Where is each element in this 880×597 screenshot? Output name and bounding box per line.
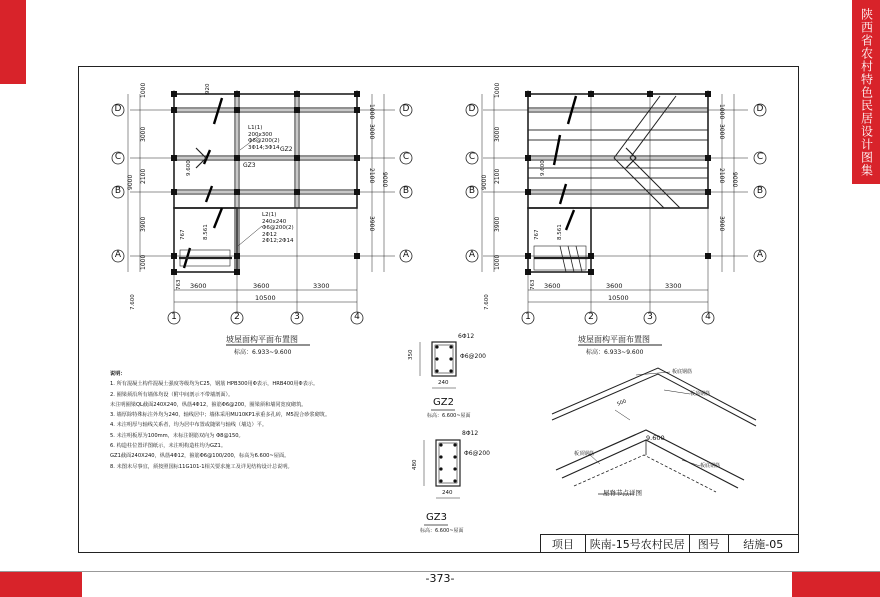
note-item: 未注明圈梁QL截面240X240，纵筋4Φ12，箍筋Φ6@200，圈梁须和墙同宽度砌筑。: [110, 401, 307, 408]
axis-label-row-b: B: [402, 186, 410, 196]
project-name: 陕南-15号农村民居: [586, 535, 690, 553]
dim-bay-3: 3300: [665, 282, 682, 290]
dim-bay-2: 3600: [253, 282, 270, 290]
beam-label: L1(1) 200x300 Φ6@200(2) 3Φ14;3Φ14: [248, 125, 280, 151]
axis-label-row-b: B: [756, 186, 764, 196]
axis-label-row-b: B: [468, 186, 476, 196]
plan-subtitle: 标高：6.933~9.600: [586, 349, 644, 356]
axis-label-row-d: D: [114, 104, 122, 114]
ridge-label-d: 板底钢筋: [700, 463, 721, 469]
elevation-label: 920: [205, 83, 211, 94]
axis-label-row-a: A: [756, 250, 764, 260]
dim-right-4: 3900: [368, 216, 375, 232]
dim-bay-1: 3600: [544, 282, 561, 290]
gz2-title: GZ2: [433, 397, 454, 408]
dim-left-3: 2100: [140, 168, 147, 184]
note-item: 4. 未注明厚与轴线关系者，均为居中布置或随梁与轴线（墙边）平。: [110, 422, 268, 429]
axis-label-col-1: 1: [525, 312, 531, 322]
dim-left-total: 9000: [481, 174, 488, 190]
beam-label: L2(1) 240x240 Φ6@200(2) 2Φ12 2Φ12;2Φ14: [262, 212, 294, 244]
note-item: 5. 未注明板厚为100mm，未标注钢筋双向为 Φ8@150。: [110, 432, 244, 439]
elevation-label: 763: [176, 279, 182, 290]
dim-left-5: 1000: [494, 254, 501, 270]
drawing-number: 结施-05: [743, 538, 784, 551]
dim-left-4: 3900: [140, 216, 147, 232]
design-notes: [110, 369, 340, 472]
axis-label-row-d: D: [756, 104, 764, 114]
axis-label-col-2: 2: [588, 312, 594, 322]
note-item: 2. 圈梁须沿所有墙体均设（附中间剖示不带墙剖面）。: [110, 391, 234, 398]
dim-left-4: 3900: [494, 216, 501, 232]
gz3-bars: 8Φ12: [462, 430, 479, 437]
ridge-title: 屋脊节点详图: [603, 489, 642, 497]
dim-right-1: 1000: [368, 104, 375, 120]
axis-label-row-c: C: [402, 152, 410, 162]
gz3-height: 480: [412, 459, 418, 470]
axis-label-row-c: C: [114, 152, 122, 162]
note-item: 8. 未图未尽事宜，须按照国标11G101-1相关要求施工及详见结构设计总说明。: [110, 463, 293, 470]
axis-label-row-a: A: [114, 250, 122, 260]
dim-left-2: 3000: [140, 126, 147, 142]
dim-right-3: 2100: [368, 168, 375, 184]
plan-subtitle: 标高：6.933~9.600: [234, 349, 292, 356]
axis-label-row-d: D: [468, 104, 476, 114]
dim-left-1: 1000: [494, 82, 501, 98]
elevation-label: 767: [534, 229, 540, 240]
title-block: [540, 534, 798, 553]
dim-right-4: 3900: [718, 216, 725, 232]
ridge-dim: 500: [616, 398, 628, 408]
note-item: GZ1截面240X240，纵筋4Φ12，箍筋Φ6@100/200，标高为6.600~屋面。: [110, 453, 290, 460]
gz2-height: 350: [408, 349, 414, 360]
elevation-label: 8.561: [203, 224, 209, 240]
ridge-label-a: 板底钢筋: [672, 369, 693, 375]
dim-right-1: 1000: [718, 104, 725, 120]
axis-label-row-c: C: [468, 152, 476, 162]
dim-right-3: 2100: [718, 168, 725, 184]
gz3-level: 标高：6.600~屋面: [420, 528, 464, 534]
dim-left-5: 1000: [140, 254, 147, 270]
dim-bay-2: 3600: [606, 282, 623, 290]
gz3-width: 240: [442, 490, 453, 496]
drawing-label: 图号: [690, 535, 729, 553]
axis-label-row-d: D: [402, 104, 410, 114]
axis-label-col-4: 4: [354, 312, 360, 322]
dim-total: 10500: [608, 294, 629, 302]
dim-right-2: 3000: [718, 124, 725, 140]
axis-label-col-2: 2: [234, 312, 240, 322]
gz3-title: GZ3: [426, 512, 447, 523]
side-title: 陕西省农村特色民居设计图集: [852, 0, 880, 184]
axis-label-col-3: 3: [647, 312, 653, 322]
axis-label-col-4: 4: [705, 312, 711, 322]
dim-right-total: 9000: [731, 172, 738, 188]
axis-label-row-c: C: [756, 152, 764, 162]
dim-total: 10500: [255, 294, 276, 302]
axis-label-row-a: A: [468, 250, 476, 260]
elevation-label: 9.600: [186, 160, 192, 176]
page-number: -373-: [425, 572, 455, 585]
gz2-bars: 6Φ12: [458, 333, 475, 340]
dim-left-2: 3000: [494, 126, 501, 142]
dim-right-total: 9000: [381, 172, 388, 188]
ridge-detail: [552, 368, 756, 494]
axis-bubbles: [112, 104, 766, 324]
gz2-stirrup: Φ6@200: [460, 353, 486, 360]
notes-header: 说明：: [110, 371, 126, 377]
dim-bay-1: 3600: [190, 282, 207, 290]
ridge-label-b: 板顶钢筋: [690, 391, 711, 397]
project-label: 项目: [541, 535, 586, 553]
ridge-label-c: 板顶钢筋: [574, 451, 595, 457]
column-label-gz3: GZ3: [243, 162, 256, 169]
gz3-stirrup: Φ6@200: [464, 450, 490, 457]
axis-label-row-a: A: [402, 250, 410, 260]
note-item: 6. 构造柱位置详图纸示，未注明构造柱均为GZ1。: [110, 443, 227, 450]
dim-left-1: 1000: [140, 82, 147, 98]
column-label-gz2: GZ2: [280, 146, 293, 153]
dim-right-2: 3000: [368, 124, 375, 140]
elevation-label: 8.561: [557, 224, 563, 240]
axis-label-col-1: 1: [171, 312, 177, 322]
note-item: 1. 所有混凝土构件混凝土强度等级均为C25，钢筋 HPB300用Φ表示，HRB400用Φ表示。: [110, 381, 319, 388]
axis-label-col-3: 3: [294, 312, 300, 322]
ridge-level: 9.600: [646, 434, 665, 442]
axis-label-row-b: B: [114, 186, 122, 196]
elevation-label: 9.600: [540, 160, 546, 176]
elevation-label: 767: [180, 229, 186, 240]
dim-bay-3: 3300: [313, 282, 330, 290]
note-item: 3. 墙厚除特殊标注外均为240，轴线居中；墙体采用MU10KP1承重多孔砖，M5混合砂浆砌筑。: [110, 412, 331, 419]
gz2-level: 标高：6.600~屋面: [427, 413, 471, 419]
elevation-label: 7.600: [484, 294, 490, 310]
plan-title: 坡屋面构平面布置图: [578, 335, 650, 344]
dim-left-3: 2100: [494, 168, 501, 184]
gz2-width: 240: [438, 380, 449, 386]
elevation-label: 7.600: [130, 294, 136, 310]
elevation-label: 763: [530, 279, 536, 290]
plan-title: 坡屋面构平面布置图: [226, 335, 298, 344]
dim-left-total: 9000: [127, 174, 134, 190]
